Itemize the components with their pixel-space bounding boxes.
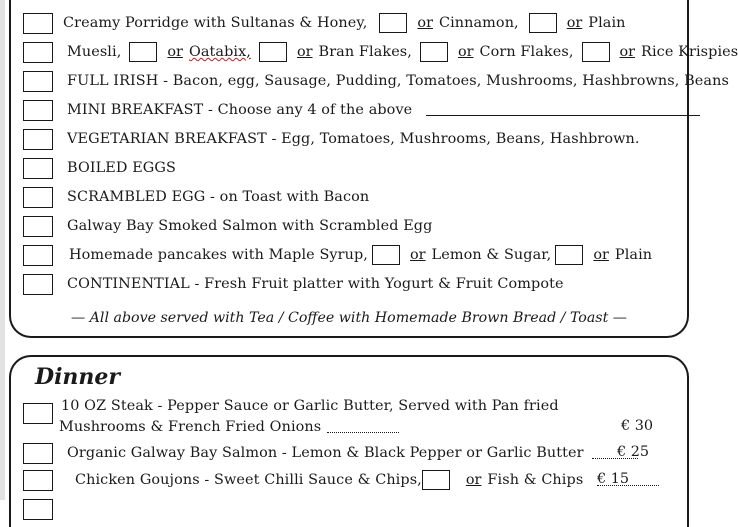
oatabix-label: Oatabix, <box>188 44 251 60</box>
checkbox-steak[interactable] <box>23 403 53 424</box>
menu-item-steak-line2 <box>59 415 399 439</box>
or-label: or <box>457 44 474 60</box>
smoked-salmon-label: Galway Bay Smoked Salmon with Scrambled Egg <box>67 218 433 234</box>
checkbox-pancakes[interactable] <box>23 245 53 266</box>
continental-label: CONTINENTIAL - Fresh Fruit platter with Yogurt & Fruit Compote <box>67 276 564 292</box>
checkbox-muesli[interactable] <box>23 42 53 63</box>
or-label: or <box>593 247 609 263</box>
steak-label-line2: Mushrooms & French Fried Onions <box>59 419 322 435</box>
menu-item-organic-salmon <box>23 441 638 465</box>
or-label: or <box>566 15 583 31</box>
or-label: or <box>619 44 636 60</box>
boiled-eggs-label: BOILED EGGS <box>67 160 176 176</box>
bran-flakes-label: Bran Flakes, <box>318 44 412 60</box>
menu-item-boiled-eggs <box>23 156 176 180</box>
checkbox-fish-and-chips[interactable] <box>422 470 450 490</box>
vegetarian-label: VEGETARIAN BREAKFAST - Egg, Tomatoes, Mushrooms, Beans, Hashbrown. <box>67 131 640 147</box>
menu-item-chicken-goujons <box>23 468 659 492</box>
menu-item-porridge <box>23 11 626 35</box>
page-left-edge <box>0 0 5 500</box>
rice-krispies-label: Rice Krispies <box>641 44 738 60</box>
menu-item-mini-breakfast <box>23 98 700 122</box>
or-label: or <box>417 15 433 31</box>
or-label: or <box>410 247 426 263</box>
menu-item-scrambled-egg <box>23 185 369 209</box>
mini-breakfast-write-in-line[interactable] <box>426 105 700 116</box>
organic-salmon-price: € 25 <box>617 444 650 460</box>
checkbox-corn-flakes[interactable] <box>420 42 448 62</box>
menu-item-next-partial <box>23 497 59 521</box>
checkbox-rice-krispies[interactable] <box>582 42 610 62</box>
corn-flakes-label: Corn Flakes, <box>479 44 574 60</box>
checkbox-oatabix[interactable] <box>129 42 157 62</box>
menu-item-smoked-salmon <box>23 214 432 238</box>
chicken-goujons-price: € 15 <box>597 471 630 487</box>
menu-item-vegetarian <box>23 127 640 151</box>
menu-item-pancakes <box>23 243 652 267</box>
scrambled-egg-label: SCRAMBLED EGG - on Toast with Bacon <box>67 189 370 205</box>
steak-label-line1: 10 OZ Steak - Pepper Sauce or Garlic Butter, Served with Pan fried <box>61 398 559 414</box>
checkbox-full-irish[interactable] <box>23 71 53 92</box>
pancakes-label: Homemade pancakes with Maple Syrup, <box>69 247 368 263</box>
price-leader-dots <box>327 422 399 433</box>
checkbox-pancakes-plain[interactable] <box>555 245 583 265</box>
pancakes-plain-label: Plain <box>614 247 653 263</box>
checkbox-vegetarian[interactable] <box>23 129 53 150</box>
muesli-label: Muesli, <box>67 44 122 60</box>
checkbox-porridge-plain[interactable] <box>529 13 557 33</box>
checkbox-chicken-goujons[interactable] <box>23 470 53 491</box>
menu-item-cereal <box>23 40 738 64</box>
breakfast-footer-note: — All above served with Tea / Coffee with Homemade Brown Bread / Toast — <box>70 310 627 326</box>
checkbox-organic-salmon[interactable] <box>23 443 53 464</box>
checkbox-pancakes-lemon[interactable] <box>372 245 400 265</box>
porridge-plain-label: Plain <box>588 15 626 31</box>
checkbox-boiled-eggs[interactable] <box>23 158 53 179</box>
full-irish-label: FULL IRISH - Bacon, egg, Sausage, Pudding, Tomatoes, Mushrooms, Hashbrowns, Beans <box>67 73 729 89</box>
or-label: or <box>465 472 482 488</box>
checkbox-porridge[interactable] <box>23 13 53 34</box>
checkbox-smoked-salmon[interactable] <box>23 216 53 237</box>
organic-salmon-label: Organic Galway Bay Salmon - Lemon & Black Pepper or Garlic Butter <box>67 445 584 461</box>
or-label: or <box>296 44 313 60</box>
menu-item-continental <box>23 272 564 296</box>
steak-price: € 30 <box>621 418 654 434</box>
pancakes-lemon-label: Lemon & Sugar, <box>431 247 552 263</box>
breakfast-section <box>9 0 738 338</box>
checkbox-bran-flakes[interactable] <box>259 42 287 62</box>
chicken-goujons-label: Chicken Goujons - Sweet Chilli Sauce & Chips, <box>75 472 422 488</box>
dinner-section <box>9 355 689 527</box>
checkbox-scrambled-egg[interactable] <box>23 187 53 208</box>
fish-and-chips-label: Fish & Chips <box>487 472 584 488</box>
checkbox-porridge-cinnamon[interactable] <box>379 13 407 33</box>
menu-item-full-irish <box>23 69 729 93</box>
checkbox-mini-breakfast[interactable] <box>23 100 53 121</box>
porridge-cinnamon-label: Cinnamon, <box>438 15 519 31</box>
checkbox-next-item[interactable] <box>23 499 53 520</box>
section-heading-dinner: Dinner <box>35 364 121 390</box>
porridge-label: Creamy Porridge with Sultanas & Honey, <box>63 15 368 31</box>
checkbox-continental[interactable] <box>23 274 53 295</box>
mini-breakfast-label: MINI BREAKFAST - Choose any 4 of the above <box>67 102 413 118</box>
or-label: or <box>167 44 183 60</box>
